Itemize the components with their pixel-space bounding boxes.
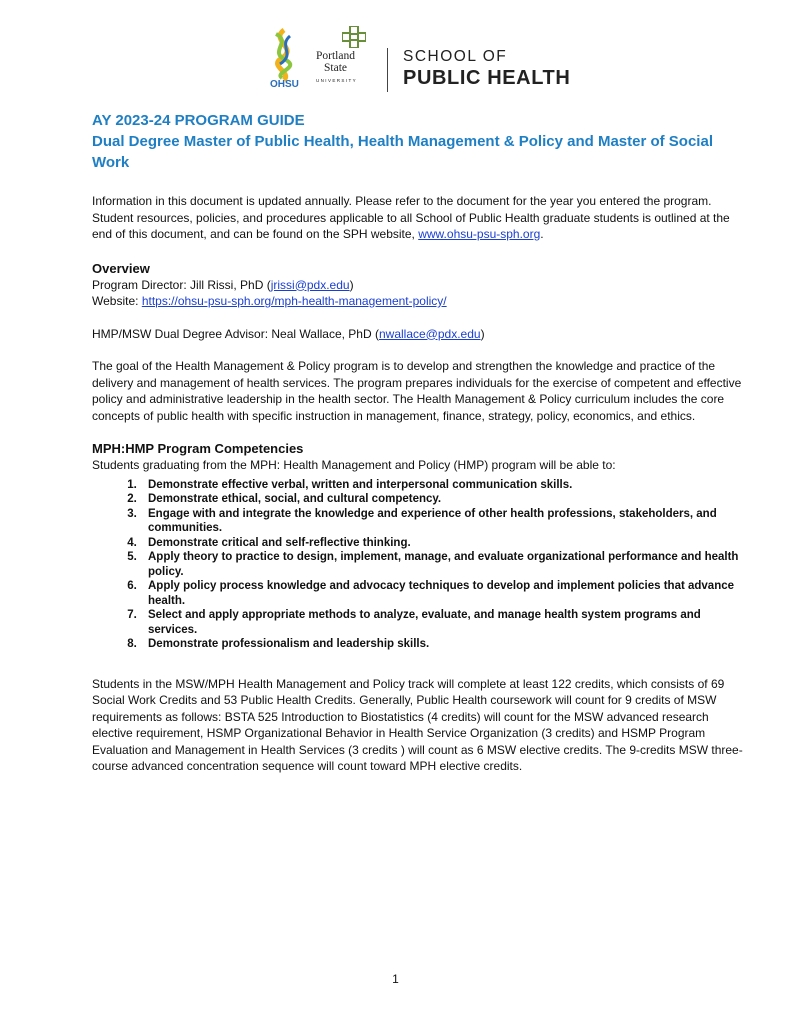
credits-paragraph: Students in the MSW/MPH Health Management and Policy track will complete at least 122 credits, which consists of 69 Social Work Credits and 53 Public Health Credits. Generally, Public Health coursework will count for 9 credits of MSW requirements as follows: BSTA 525 Introduction to Biostatistics (4 credits) will count for the MSW advanced research elective requirement, HSMP Organizational Behavior in Health Service Organization (3 credits) and HSMP Program Evaluation and Management in Health Services (3 credits ) will count as 6 MSW elective credits. The 9-credits MSW three-course advanced concentration sequence will count toward MPH elective credits. xyxy=(92,676,743,773)
sph-line2: PUBLIC HEALTH xyxy=(403,67,571,89)
director-email-link[interactable]: jrissi@pdx.edu xyxy=(270,277,350,292)
sph-line1: SCHOOL OF xyxy=(403,48,508,65)
psu-line1: Portland xyxy=(316,50,355,62)
competency-item: 8. Demonstrate professionalism and leadership skills. xyxy=(140,637,752,652)
degree-title: Dual Degree Master of Public Health, Health Management & Policy and Master of Social Work xyxy=(92,133,713,171)
psu-line2: State xyxy=(324,62,347,74)
page-number: 1 xyxy=(392,972,399,986)
intro-suffix: . xyxy=(540,227,544,241)
director-label: Program Director: Jill Rissi, PhD ( xyxy=(92,277,271,292)
competency-item: 2. Demonstrate ethical, social, and cultural competency. xyxy=(140,492,752,507)
intro-paragraph xyxy=(92,193,752,243)
goal-paragraph: The goal of the Health Management & Policy program is to develop and strengthen the knowledge and practice of the delivery and management of health services. The program prepares individuals for the exercise of competent and effective policy and administrative leadership in the health sector. The Health Management & Policy curriculum includes the core concepts of public health with specific instruction in management, finance, strategy, policy, economics, and ethics. xyxy=(92,359,742,423)
overview-heading: Overview xyxy=(92,260,150,276)
advisor-label: HMP/MSW Dual Degree Advisor: Neal Wallace, PhD ( xyxy=(92,326,379,341)
intro-text: Information in this document is updated annually. Please refer to the document for the year you entered the program. Student resources, policies, and procedures applicable to all School of Public Health graduate students is outlined at the end of this document, and can be found on the SPH website, xyxy=(92,194,730,241)
competency-item: 5. Apply theory to practice to design, implement, manage, and evaluate organizational performance and health policy. xyxy=(140,550,752,579)
advisor-email-link[interactable]: nwallace@pdx.edu xyxy=(378,326,481,341)
competency-item: 7. Select and apply appropriate methods to analyze, evaluate, and manage health system programs and services. xyxy=(140,608,752,637)
program-director-line xyxy=(92,277,752,294)
psu-line3: UNIVERSITY xyxy=(316,78,358,83)
website-label: Website: xyxy=(92,294,142,308)
sph-website-link[interactable]: www.ohsu-psu-sph.org xyxy=(418,227,541,241)
ohsu-label: OHSU xyxy=(270,79,299,90)
competency-item: 4. Demonstrate critical and self-reflective thinking. xyxy=(140,536,752,551)
website-line xyxy=(92,293,752,310)
competency-item: 6. Apply policy process knowledge and advocacy techniques to develop and implement policies that advance health. xyxy=(140,579,752,608)
header-logos xyxy=(262,26,592,96)
competencies-intro: Students graduating from the MPH: Health Management and Policy (HMP) program will be able to: xyxy=(92,458,616,472)
advisor-line xyxy=(92,326,752,343)
psu-wordmark xyxy=(316,50,357,87)
competency-item: 3. Engage with and integrate the knowledge and experience of other health professions, stakeholders, and communities. xyxy=(140,507,752,536)
document-body xyxy=(92,110,752,775)
psu-logo-icon xyxy=(342,26,366,48)
logo-divider xyxy=(387,48,388,92)
program-website-link[interactable]: https://ohsu-psu-sph.org/mph-health-management-policy/ xyxy=(141,294,447,308)
competency-item: 1. Demonstrate effective verbal, written and interpersonal communication skills. xyxy=(140,478,752,493)
competencies-list xyxy=(92,478,752,652)
advisor-close: ) xyxy=(480,326,485,341)
sph-wordmark xyxy=(403,48,570,90)
director-close: ) xyxy=(349,277,354,292)
program-guide-title: AY 2023-24 PROGRAM GUIDE xyxy=(92,112,305,129)
competencies-heading: MPH:HMP Program Competencies xyxy=(92,441,304,456)
